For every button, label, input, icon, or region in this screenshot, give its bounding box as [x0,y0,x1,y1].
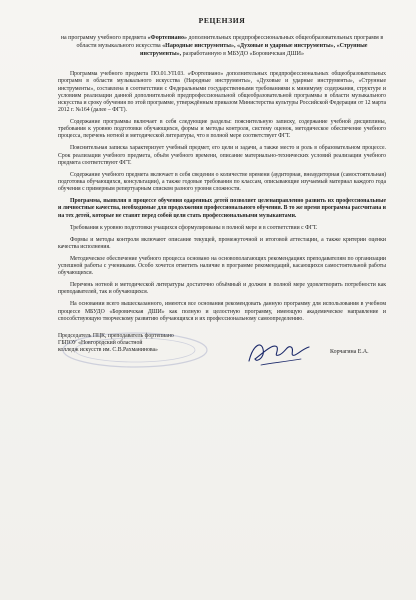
paragraph-7: Формы и методы контроля включают описание текущей, промежуточной и итоговой аттестации, а также критерии оценки качества исполнения. [58,236,386,250]
signature-org-line2: колледж искусств им. С.В.Рахманинова» [58,347,158,354]
document-title: РЕЦЕНЗИЯ [198,16,246,25]
subtitle-line1: на программу учебного предмета [60,35,147,41]
stamp-icon [60,331,210,369]
subtitle-line3: разработанную в МБУДО «Боровичская ДШИ» [182,51,304,58]
paragraph-8: Методическое обеспечение учебного процесса основано на основополагающих рекомендациях преподавателям по организации успешной работы с учениками. Особо хочется отметить наличие в программе рекомендаций, касающихся самостоятельной работы обучающихся. [58,255,386,277]
signature-org-line1: ГБПОУ «Новгородский областной [58,340,143,347]
subtitle-programs: «Народные инструменты», «Духовые и ударные инструменты», «Струнные инструменты», [140,43,368,58]
paragraph-9: Перечень нотной и методической литературы достаточно объёмный и должен в полной мере удовлетворить потребности как преподавателей, так и обучающихся. [58,282,386,296]
signature-name: Корчагина Е.А. [330,348,369,355]
subtitle-subject: «Фортепиано» [147,35,187,41]
signature-block [58,333,386,373]
paragraph-4: Содержание учебного предмета включает в себя сведения о количестве времени (аудиторная, внеаудиторная (самостоятельная) подготовка обучающихся, консультации), а также годовые требования по классам, описывающие изучаемый материал каждого года обучения с примерным репертуарным списком разного уровня сложности. [58,171,386,193]
signature-position: Председатель ПЦК, преподаватель фортепиано [58,332,174,339]
paragraph-10: На основании всего вышесказанного, имеются все основания рекомендовать данную программу для использования в учебном процессе МБУДО «Боровичская ДШИ» как полную и целостную программу, имеющую академическое направление и способствующую творческому развитию обучающихся и их профессиональному самоопределению. [58,301,386,322]
paragraph-2: Содержание программы включает в себя следующие разделы: пояснительную записку, содержание учебной дисциплины, требования к уровню подготовки обучающихся, формы и методы контроля, систему оценок, методическое обеспечение учебного процесса, перечень нотной и методической литературы, что в полной мере соответствует ФГТ. [58,119,386,140]
review-body [58,71,386,323]
paragraph-1: Программа учебного предмета ПО.01.УП.03. «Фортепиано» дополнительных предпрофессиональных общеобразовательных программ в области музыкального искусства (Народные инструменты», «Духовые и ударные инструменты», «Струнные инструменты», составлена в соответствии с Федеральными государственными требованиями к минимуму содержания, структуре и условиям реализации данной дополнительной предпрофессиональной общеобразовательной программы в области музыкального искусства и сроку обучения по этой программе, утверждённым приказом Министерства культуры Российской Федерации от 12 марта 2012 г. №164 (далее – ФГТ). [58,71,386,114]
handwritten-signature-icon [243,335,313,369]
document-subtitle [58,34,386,58]
paragraph-5-bold: Программа, выявляя в процессе обучения одаренных детей позволяет целенаправленно развить их профессиональные и личностные качества, необходимые для продолжения профессионального обучения. В то же время программа рассчитана и на тех детей, которые не ставят перед собой цели стать профессиональными музыкантами. [58,198,386,219]
paragraph-3: Пояснительная записка характеризует учебный предмет, его цели и задачи, а также место и роль в образовательном процессе. Срок реализации учебного предмета, объём учебного времени, описание материально-технических условий реализации учебного предмета соответствуют ФГТ. [58,145,386,166]
paragraph-6: Требования к уровню подготовки учащихся сформулированы в полной мере и в соответствии с ФГТ. [70,224,318,231]
subtitle-line2: дополнительных предпрофессиональных общеобразовательных программ в области музыкального искусства [76,35,384,50]
